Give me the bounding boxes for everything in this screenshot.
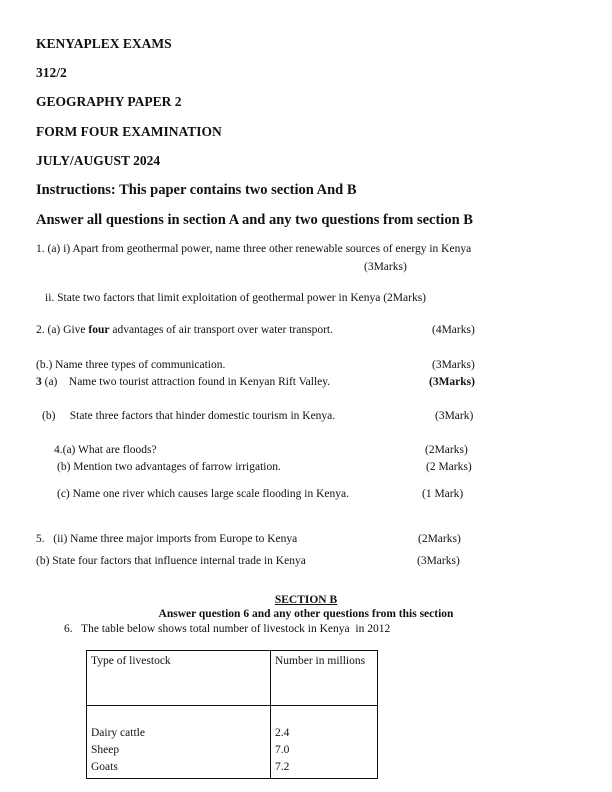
livestock-type: Goats: [91, 761, 118, 773]
exam-body: KENYAPLEX EXAMS: [36, 36, 172, 51]
marks: (1 Mark): [422, 488, 464, 500]
q-text: 2. (a) Give: [36, 324, 89, 336]
question-4a: 4.(a) What are floods?: [54, 444, 157, 456]
paper-code: 312/2: [36, 65, 67, 80]
marks: (3Marks): [364, 261, 407, 273]
question-2a: [36, 323, 333, 337]
question-1a: 1. (a) i) Apart from geothermal power, name three other renewable sources of energy in Kenya: [36, 243, 472, 255]
q-num: 3: [36, 376, 42, 388]
table-cell: [271, 706, 378, 779]
table-row: [87, 706, 378, 779]
section-b-title: SECTION B: [274, 594, 338, 606]
table-header-row: [87, 651, 378, 706]
exam-date: JULY/AUGUST 2024: [36, 153, 161, 168]
subject: GEOGRAPHY PAPER 2: [36, 94, 182, 109]
marks: (3Marks): [432, 359, 475, 371]
instructions: Instructions: This paper contains two section And B: [36, 182, 357, 198]
table-header: Number in millions: [271, 651, 378, 706]
marks: (3Marks): [417, 555, 460, 567]
question-6: 6. The table below shows total number of livestock in Kenya in 2012: [64, 623, 391, 635]
answer-instructions: Answer all questions in section A and any two questions from section B: [36, 212, 473, 228]
livestock-count: 2.4: [275, 727, 290, 739]
q-emph: four: [88, 324, 110, 336]
question-3b: (b) State three factors that hinder domestic tourism in Kenya.: [42, 410, 336, 422]
marks: (2Marks): [418, 533, 461, 545]
question-5ii: 5. (ii) Name three major imports from Europe to Kenya: [36, 533, 298, 545]
table-header: Type of livestock: [87, 651, 271, 706]
marks: (2 Marks): [426, 461, 472, 473]
question-4b: (b) Mention two advantages of farrow irrigation.: [57, 461, 281, 473]
livestock-count: 7.0: [275, 744, 290, 756]
section-b-instruction: Answer question 6 and any other questions from this section: [158, 608, 454, 620]
q-text: advantages of air transport over water transport.: [109, 324, 333, 336]
question-3a: [36, 375, 330, 389]
question-1aii: ii. State two factors that limit exploitation of geothermal power in Kenya (2Marks): [45, 292, 426, 304]
marks: (2Marks): [425, 444, 468, 456]
livestock-table: [86, 650, 378, 779]
question-5b: (b) State four factors that influence internal trade in Kenya: [36, 555, 306, 567]
form-level: FORM FOUR EXAMINATION: [36, 124, 222, 139]
livestock-type: Sheep: [91, 744, 120, 756]
livestock-type: Dairy cattle: [91, 727, 145, 739]
marks: (3Mark): [435, 410, 474, 422]
table-cell: [87, 706, 271, 779]
q-text: (a) Name two tourist attraction found in Kenyan Rift Valley.: [41, 376, 331, 388]
marks: (3Marks): [429, 376, 475, 388]
livestock-count: 7.2: [275, 761, 290, 773]
question-4c: (c) Name one river which causes large scale flooding in Kenya.: [57, 488, 349, 500]
marks: (4Marks): [432, 324, 475, 336]
question-2b: (b.) Name three types of communication.: [36, 359, 226, 371]
